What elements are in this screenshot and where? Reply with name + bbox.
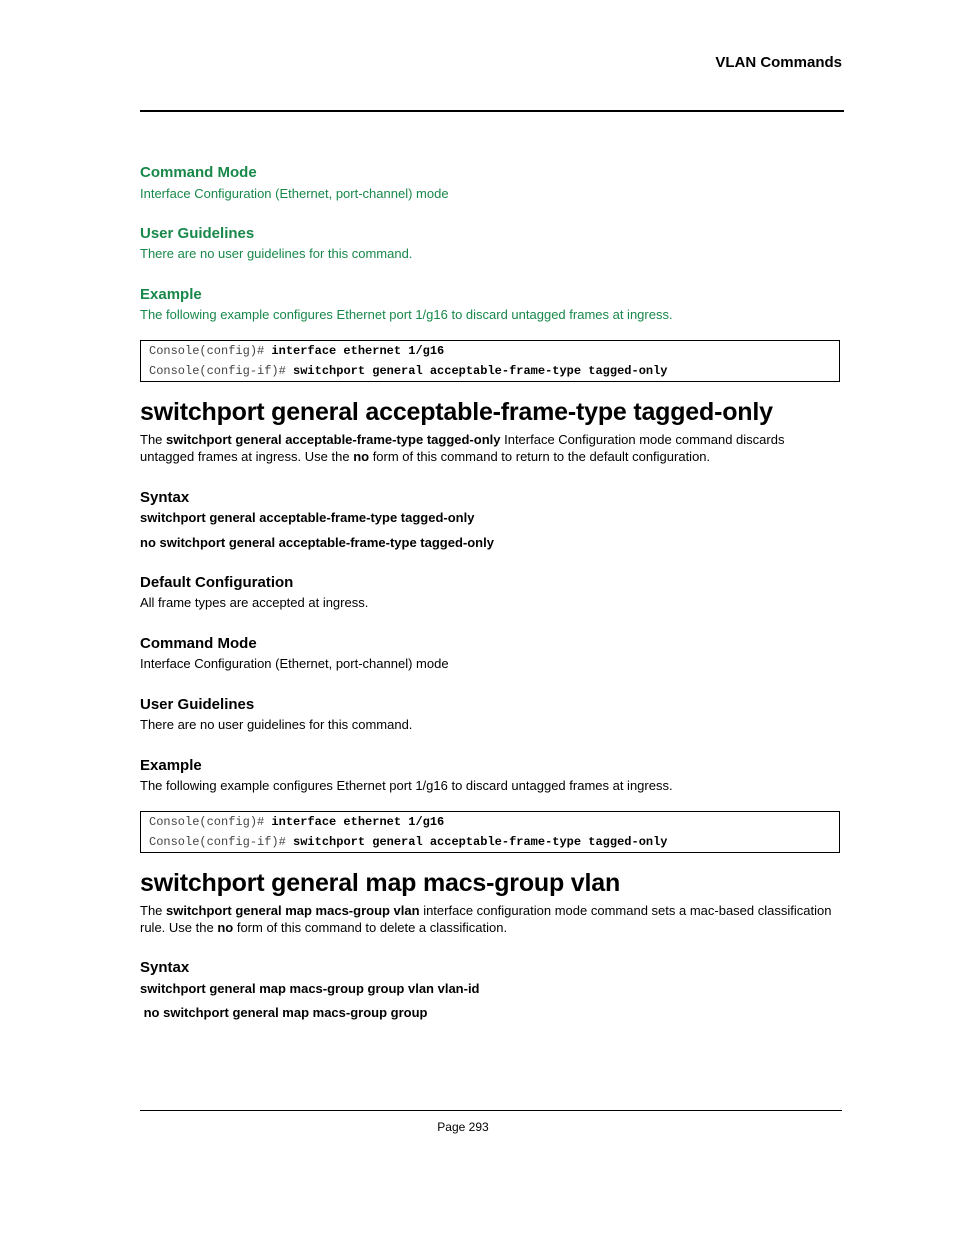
section2-syntax-line1: switchport general map macs-group group vlan vlan-id (140, 981, 480, 996)
section1-default-heading: Default Configuration (140, 574, 294, 591)
prev-example-text: The following example configures Ethernet port 1/g16 to discard untagged frames at ingress. (140, 307, 673, 322)
section1-command-mode-text: Interface Configuration (Ethernet, port-channel) mode (140, 656, 449, 671)
section1-user-guidelines-text: There are no user guidelines for this command. (140, 717, 413, 732)
section2-intro: The switchport general map macs-group vlan interface configuration mode command sets a mac-based classification rule. Use the no form of this command to delete a classification. (140, 903, 832, 935)
code-line (149, 344, 444, 358)
prev-user-guidelines-heading: User Guidelines (140, 225, 255, 242)
section1-code-block (140, 811, 840, 853)
section1-example-heading: Example (140, 757, 202, 774)
running-header-title: VLAN Commands (715, 54, 842, 71)
section1-example-text: The following example configures Ethernet port 1/g16 to discard untagged frames at ingress. (140, 778, 673, 793)
header-rule (140, 110, 844, 112)
prev-command-mode-text: Interface Configuration (Ethernet, port-channel) mode (140, 186, 449, 201)
code-prompt: Console(config)# (149, 815, 272, 829)
code-line (149, 835, 668, 849)
code-command: interface ethernet 1/g16 (271, 815, 445, 829)
code-prompt: Console(config-if)# (149, 835, 294, 849)
section1-syntax-heading: Syntax (140, 489, 190, 506)
code-prompt: Console(config)# (149, 344, 272, 358)
code-command: switchport general acceptable-frame-type tagged-only (293, 364, 668, 378)
page-number: Page 293 (437, 1120, 489, 1134)
prev-user-guidelines-text: There are no user guidelines for this command. (140, 246, 413, 261)
section1-intro: The switchport general acceptable-frame-type tagged-only Interface Configuration mode command discards untagged frames at ingress. Use the no form of this command to return to the default configuration. (140, 432, 785, 464)
section1-syntax-line2: no switchport general acceptable-frame-type tagged-only (140, 535, 494, 550)
code-command: interface ethernet 1/g16 (271, 344, 445, 358)
footer-rule (140, 1110, 842, 1111)
code-line (149, 364, 668, 378)
prev-example-heading: Example (140, 286, 202, 303)
section1-syntax-line1: switchport general acceptable-frame-type tagged-only (140, 510, 475, 525)
section2-syntax-line2: no switchport general map macs-group group (140, 1005, 428, 1020)
section1-user-guidelines-heading: User Guidelines (140, 696, 255, 713)
section1-command-mode-heading: Command Mode (140, 635, 257, 652)
prev-code-block (140, 340, 840, 382)
prev-command-mode-heading: Command Mode (140, 164, 257, 181)
section1-default-text: All frame types are accepted at ingress. (140, 595, 369, 610)
code-command: switchport general acceptable-frame-type tagged-only (293, 835, 668, 849)
code-prompt: Console(config-if)# (149, 364, 294, 378)
section2-title: switchport general map macs-group vlan (140, 869, 621, 897)
section2-syntax-heading: Syntax (140, 959, 190, 976)
code-line (149, 815, 444, 829)
section1-title: switchport general acceptable-frame-type tagged-only (140, 398, 773, 426)
